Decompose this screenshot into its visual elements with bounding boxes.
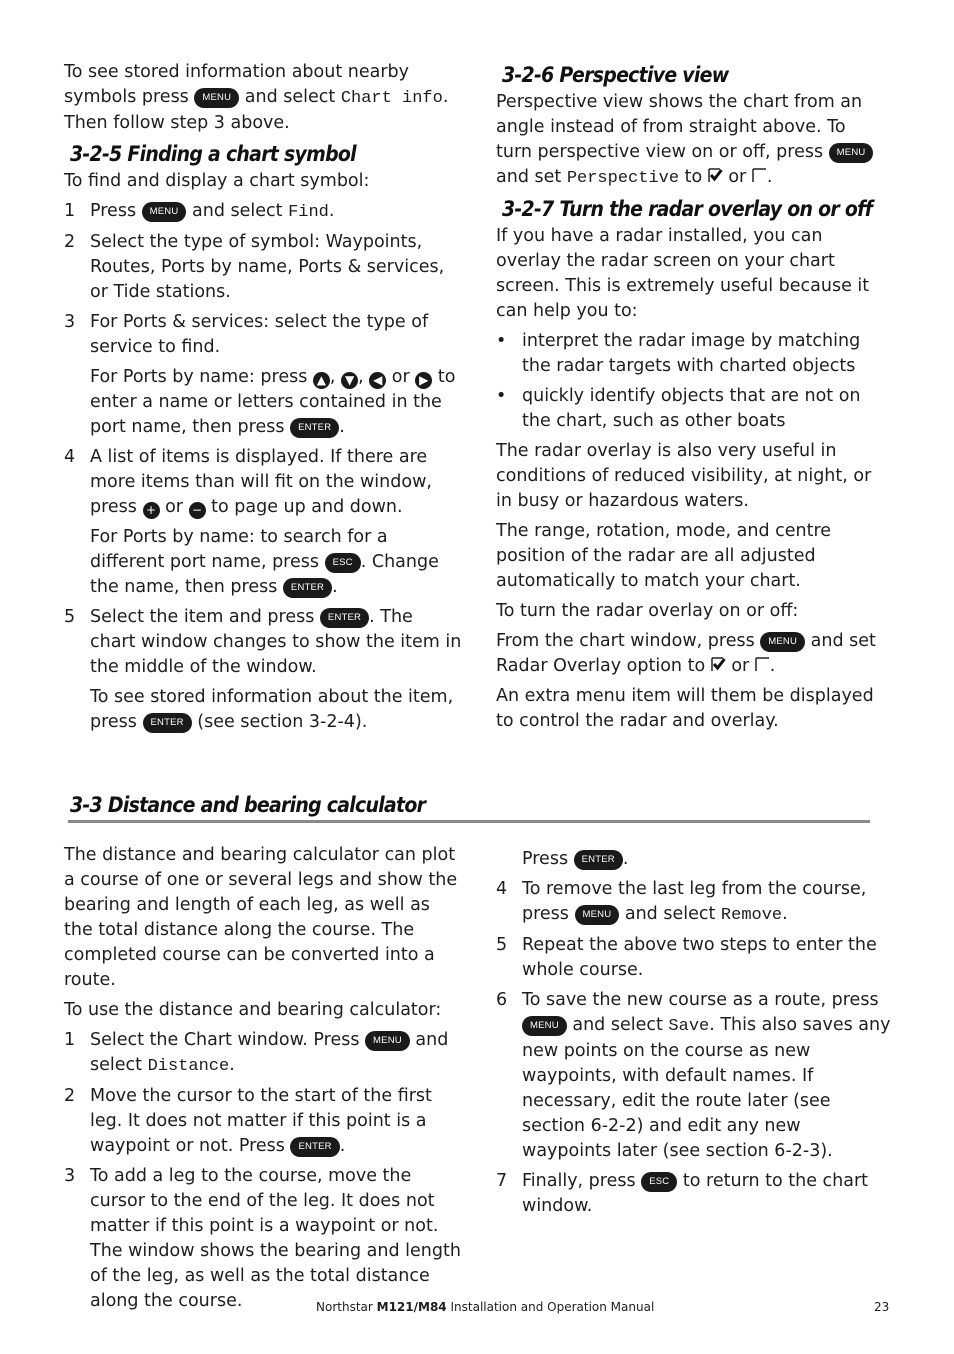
left-top-column [64,60,462,740]
menu-key-icon: MENU [194,88,239,108]
list-subparagraph: To see stored information about the item, press ENTER (see section 3-2-4). [90,687,454,732]
right-bottom-column [496,847,894,1224]
radar-intro: If you have a radar installed, you can overlay the radar screen on your chart screen. This is extremely useful because it can help you to: [496,226,870,321]
list-subparagraph: For Ports by name: press ▲ , ▼ , ◀ or ▶ to enter a name or letters contained in the port name, then press ENTER . [90,367,456,437]
radar-paragraph: The radar overlay is also very useful in conditions of reduced visibility, at night, or in busy or hazardous waters. [496,441,872,511]
list-item: 6 To save the new course as a route, press MENU and select Save. This also saves any new points on the course as new waypoints, with default names. If necessary, edit the route later (see section 6-2-2) and edit any new waypoints later (see section 6-2-3). [496,990,891,1161]
intro-paragraph: To see stored information about nearby symbols press MENU and select Chart info. Then follow step 3 above. [64,62,449,133]
list-item: 2 Select the type of symbol: Waypoints, Routes, Ports by name, Ports & services, or Tide stations. [64,232,445,302]
minus-icon: − [189,502,206,519]
heading-3-2-7: 3-2-7 Turn the radar overlay on or off [502,197,873,221]
esc-key-icon: ESC [325,553,361,573]
right-arrow-icon: ▶ [415,372,432,389]
list-subparagraph: Press ENTER . [522,849,629,869]
list-item: 3 To add a leg to the course, move the cursor to the end of the leg. It does not matter if this point is a waypoint or not. The window shows the bearing and length of the leg, as well as the total distance along the course. [64,1166,461,1311]
perspective-paragraph: Perspective view shows the chart from an angle instead of from straight above. To turn perspective view on or off, press MENU and set Perspective to or . [496,90,886,191]
plus-icon: + [143,502,160,519]
page-number: 23 [874,1300,890,1314]
radar-paragraph: From the chart window, press MENU and set Radar Overlay option to or . [496,631,876,676]
list-item: 4 To remove the last leg from the course, press MENU and select Remove. [496,879,867,925]
enter-key-icon: ENTER [143,713,192,733]
section-divider [68,820,870,823]
checkbox-unchecked-icon [755,657,770,672]
esc-key-icon: ESC [641,1172,677,1192]
section-heading-wrap [70,792,465,818]
enter-key-icon: ENTER [574,850,623,870]
heading-3-3: 3-3 Distance and bearing calculator [70,793,426,817]
radar-paragraph: The range, rotation, mode, and centre position of the radar are all adjusted automatically to match your chart. [496,521,832,591]
list-item: 2 Move the cursor to the start of the first leg. It does not matter if this point is a waypoint or not. Press ENTER . [64,1086,432,1156]
menu-key-icon: MENU [142,202,187,222]
enter-key-icon: ENTER [290,1137,339,1157]
list-item: 1 Select the Chart window. Press MENU and select Distance. [64,1030,449,1076]
enter-key-icon: ENTER [290,418,339,438]
radar-paragraph: An extra menu item will them be displayed to control the radar and overlay. [496,686,874,731]
find-intro: To find and display a chart symbol: [64,171,370,191]
list-item: 1 Press MENU and select Find. [64,201,335,222]
list-item: 5 Select the item and press ENTER . The chart window changes to show the item in the middle of the window. [64,607,462,677]
menu-key-icon: MENU [522,1016,567,1036]
checkbox-unchecked-icon [752,168,767,183]
up-arrow-icon: ▲ [313,372,330,389]
menu-key-icon: MENU [829,143,874,163]
calculator-use: To use the distance and bearing calculator: [64,1000,442,1020]
menu-key-icon: MENU [365,1031,410,1051]
menu-key-icon: MENU [575,905,620,925]
list-subparagraph: For Ports by name: to search for a different port name, press ESC . Change the name, then press ENTER . [90,527,439,597]
enter-key-icon: ENTER [283,578,332,598]
list-item: 5 Repeat the above two steps to enter the whole course. [496,935,877,980]
bullet-item: • quickly identify objects that are not on the chart, such as other boats [496,386,861,431]
enter-key-icon: ENTER [320,608,369,628]
menu-key-icon: MENU [760,632,805,652]
calculator-intro: The distance and bearing calculator can plot a course of one or several legs and show the bearing and length of each leg, as well as the total distance along the course. The completed course can be converted into a route. [64,845,458,990]
left-bottom-column [64,843,462,1319]
heading-3-2-5: 3-2-5 Finding a chart symbol [70,142,356,166]
footer-title: Northstar M121/M84 Installation and Operation Manual [316,1300,655,1314]
list-item: 4 A list of items is displayed. If there are more items than will fit on the window, press + or − to page up and down. [64,447,432,517]
left-arrow-icon: ◀ [369,372,386,389]
checkbox-checked-icon [711,657,726,672]
heading-3-2-6: 3-2-6 Perspective view [502,63,729,87]
list-item: 7 Finally, press ESC to return to the chart window. [496,1171,869,1216]
radar-paragraph: To turn the radar overlay on or off: [496,601,799,621]
right-top-column [496,62,886,739]
bullet-item: • interpret the radar image by matching the radar targets with charted objects [496,331,861,376]
list-item: 3 For Ports & services: select the type of service to find. [64,312,429,357]
checkbox-checked-icon [708,168,723,183]
down-arrow-icon: ▼ [341,372,358,389]
